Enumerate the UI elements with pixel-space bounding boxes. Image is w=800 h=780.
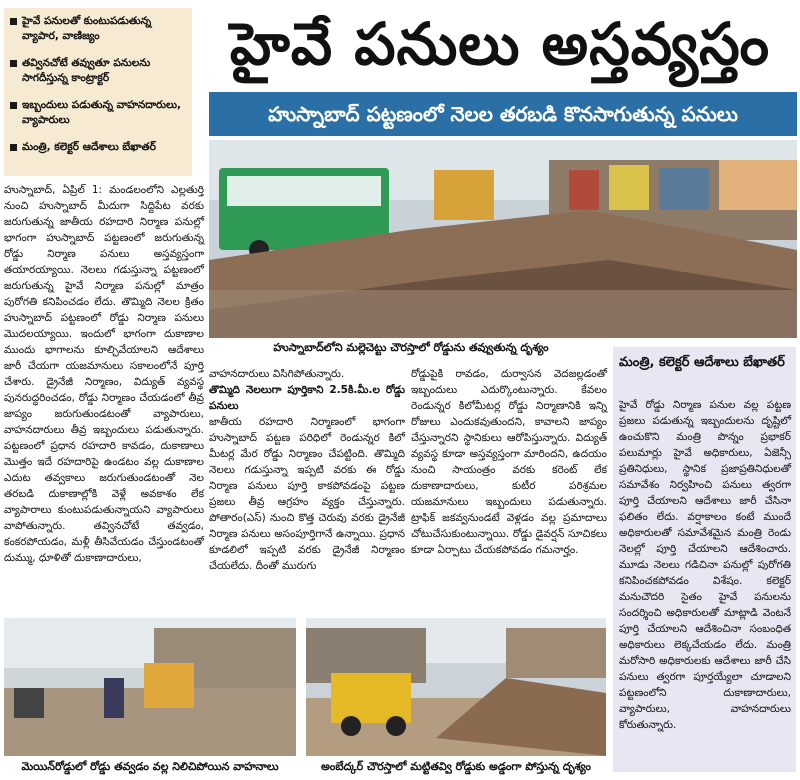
headline: హైవే పనులు అస్తవ్యస్తం	[229, 10, 771, 78]
article-paragraph: వాహనదారులు విసిగిపోతున్నారు.	[209, 368, 345, 380]
sidebar-body: హైవే రోడ్డు నిర్మాణ పనుల వల్ల పట్టణ ప్రజలు పడుతున్న ఇబ్బందులను దృష్టిలో ఉంచుకొని మంత్రి పొన్నం ప్రభాకర్ పలుమార్లు హైవే అధికారులు, ఏజెన్సీ ప్రతినిధులు, స్థానిక ప్రజాప్రతినిధులతో సమావేశం నిర్వహించి పనులు త్వరగా పూర్తి చేయాలని ఆదేశాలు జారీ చేసినా ఫలితం లేదు. వర్షాకాలం కంటే ముందే అధికారులతో సమావేశమైన మంత్రి రెండు నెలల్లో పూర్తి చేయాలని ఆదేశించారు. మూడు నెలలు గడిచినా పనుల్లో పురోగతి కనిపించకపోవడం విశేషం. కలెక్టర్ మనుచౌదరి సైతం హైవే పనులను సందర్శించి అధికారులతో మాట్లాడి వెంటనే పూర్తి చేయాలని ఆదేశించినా సంబంధిత అధికారులు లెక్కచేయడం లేదు. మంత్రి మరోసారి అధికారులకు ఆదేశాలు జారీ చేసి పనులు త్వరగా పూర్తయ్యేలా చూడాలని పట్టణంలోని దుకాణాదారులు, వ్యాపారులు, వాహనదారులు కోరుతున్నారు.	[619, 399, 791, 731]
article-column-3	[411, 366, 607, 612]
bullet-square-icon	[10, 144, 17, 151]
bottom-left-photo	[4, 618, 296, 756]
article-paragraph: హుస్నాబాద్, ఏప్రిల్ 1: మండలంలోని ఎల్లతుర్తి నుంచి హుస్నాబాద్ మీదుగా సిద్దిపేట వరకు జరుగుతున్న జాతీయ రహదారి నిర్మాణ పనుల్లో భాగంగా హుస్నాబాద్ పట్టణంలో జరుగుతున్న రోడ్డు నిర్మాణ పనులు అస్తవ్యస్తంగా తయారయ్యాయి. నెలలు గడుస్తున్నా పట్టణంలో జరుగుతున్న హైవే నిర్మాణ పనుల్లో మాత్రం పురోగతి కనిపించడం లేదు. తొమ్మిది నెలల క్రితం హుస్నాబాద్ పట్టణంలో రోడ్డు నిర్మాణ పనులు మొదలయ్యాయి. ఇందులో భాగంగా దుకాణాల ముందు భాగాలను కూల్చివేయాలని ఆదేశాలు జారీ చేయగా యజమానులు సకాలంలోనే పూర్తి చేశారు. డ్రైనేజీ నిర్మాణం, విద్యుత్ వ్యవస్థ పునరుద్ధరించడం, రోడ్డు నిర్మాణం చేయడంలో తీవ్ర జాప్యం జరుగుతుండటంతో వ్యాపారులు, వాహనదారులు తీవ్ర ఇబ్బందులు పడుతున్నారు. పట్టణంలో ప్రధాన రహదారి కావడం, దుకాణాలు మొత్తం ఇదే రహదారిపై ఉండటం వల్ల దుకాణాల ఎదుట తవ్వకాలు జరుగుతుండటంతో నెల తరబడి దుకాణాల్లోకి వెళ్లే అవకాశం లేక వ్యాపారాలు కుంటుపడుతున్నాయని వ్యాపారులు వాపోతున్నారు. తవ్వినచోటే తవ్వడం, కంకరపోయడం, మళ్లీ తీసివేయడం చేస్తుండటంతో దుమ్ము, ధూళితో దుకాణాదారులు,	[4, 184, 204, 564]
highlight-item: ఇబ్బందులు పడుతున్న వాహనదారులు, వ్యాపారులు	[10, 98, 188, 128]
highlight-item: తవ్వినచోటే తవ్వుతూ పనులను సాగదీస్తున్న కాంట్రాక్టర్	[10, 56, 188, 86]
highlight-item: హైవే పనులతో కుంటుపడుతున్న వ్యాపార, వాణిజ్యం	[10, 14, 188, 44]
article-column-1	[4, 182, 204, 612]
bottom-right-photo	[306, 618, 606, 756]
sidebar-box	[613, 347, 796, 772]
article-paragraph: రోడ్డుపైకి రావడం, దుర్వాసన వెదజల్లడంతో ఇబ్బందులు ఎదుర్కొంటున్నారు. కేవలం రెండున్నర కిలోమీటర్ల రోడ్డు నిర్మాణానికి ఇన్ని రోజులు ఎందుకవుతుందని, కావాలని జాప్యం చేస్తున్నారని స్థానికులు ఆరోపిస్తున్నారు. విద్యుత్ వ్యవస్థ కూడా అస్తవ్యస్తంగా మారిందని, ఉదయం నుంచి సాయంత్రం వరకు కరెంట్ లేక దుకాణాదారులు, కుటీర పరిశ్రమల యజమానులు ఇబ్బందులు పడుతున్నారు. ట్రాఫిక్ జకవ్వనుండటే వెళ్లడం వల్ల ప్రమాదాలు చోటుచేసుకుంటున్నాయి. రోడ్డు డైవర్షన్ సూచికలు కూడా ఏర్పాటు చేయకపోవడం గమనార్హం.	[411, 368, 607, 556]
section-subheading: తొమ్మిది నెలలుగా పూర్తికాని 2.5కి.మీ.ల రోడ్డు పనులు	[209, 384, 405, 412]
highlight-item: మంత్రి, కలెక్టర్ ఆదేశాలు బేఖాతర్	[10, 140, 188, 155]
main-photo	[209, 140, 797, 338]
subheadline: హుస్నాబాద్ పట్టణంలో నెలల తరబడి కొనసాగుతున్న పనులు	[209, 92, 797, 136]
main-photo-caption: హుస్నాబాద్‌లోని మల్లెచెట్టు చౌరస్తాలో రోడ్డును తవ్వుతున్న దృశ్యం	[273, 341, 549, 354]
bullet-square-icon	[10, 102, 17, 109]
bullet-square-icon	[10, 18, 17, 25]
article-column-2	[209, 366, 405, 612]
highlights-box	[4, 8, 192, 176]
bottom-right-caption: అంబేద్కర్ చౌరస్తాలో మట్టితవ్వి రోడ్డుకు అడ్డంగా పోస్తున్న దృశ్యం	[321, 760, 591, 773]
bullet-square-icon	[10, 60, 17, 67]
sidebar-title: మంత్రి, కలెక్టర్ ఆదేశాలు బేఖాతర్	[619, 355, 785, 370]
article-paragraph: జాతీయ రహదారి నిర్మాణంలో భాగంగా హుస్నాబాద్ పట్టణ పరిధిలో రెండున్నర కిలో మీటర్ల మేర రోడ్డు నిర్మాణం చేపట్టింది. తొమ్మిది నెలలు గడుస్తున్నా ఇప్పటి వరకు ఈ రోడ్డు నిర్మాణ పనులు పూర్తి కాకపోవడంపై పట్టణ ప్రజలు తీవ్ర ఆగ్రహం వ్యక్తం చేస్తున్నారు. పోతారం(ఎస్) నుంచి కొత్త చెరువు వరకు డ్రైనేజీ నిర్మాణ పనులు అసంపూర్తిగానే ఉన్నాయి. ప్రధాన కూడలిలో ఇప్పటి వరకు డ్రైనేజీ నిర్మాణం చేయలేదు. దీంతో మురుగు	[209, 416, 405, 572]
bottom-left-caption: మెయిన్‌రోడ్డులో రోడ్డు తవ్వడం వల్ల నిలిచిపోయిన వాహనాలు	[21, 760, 279, 773]
